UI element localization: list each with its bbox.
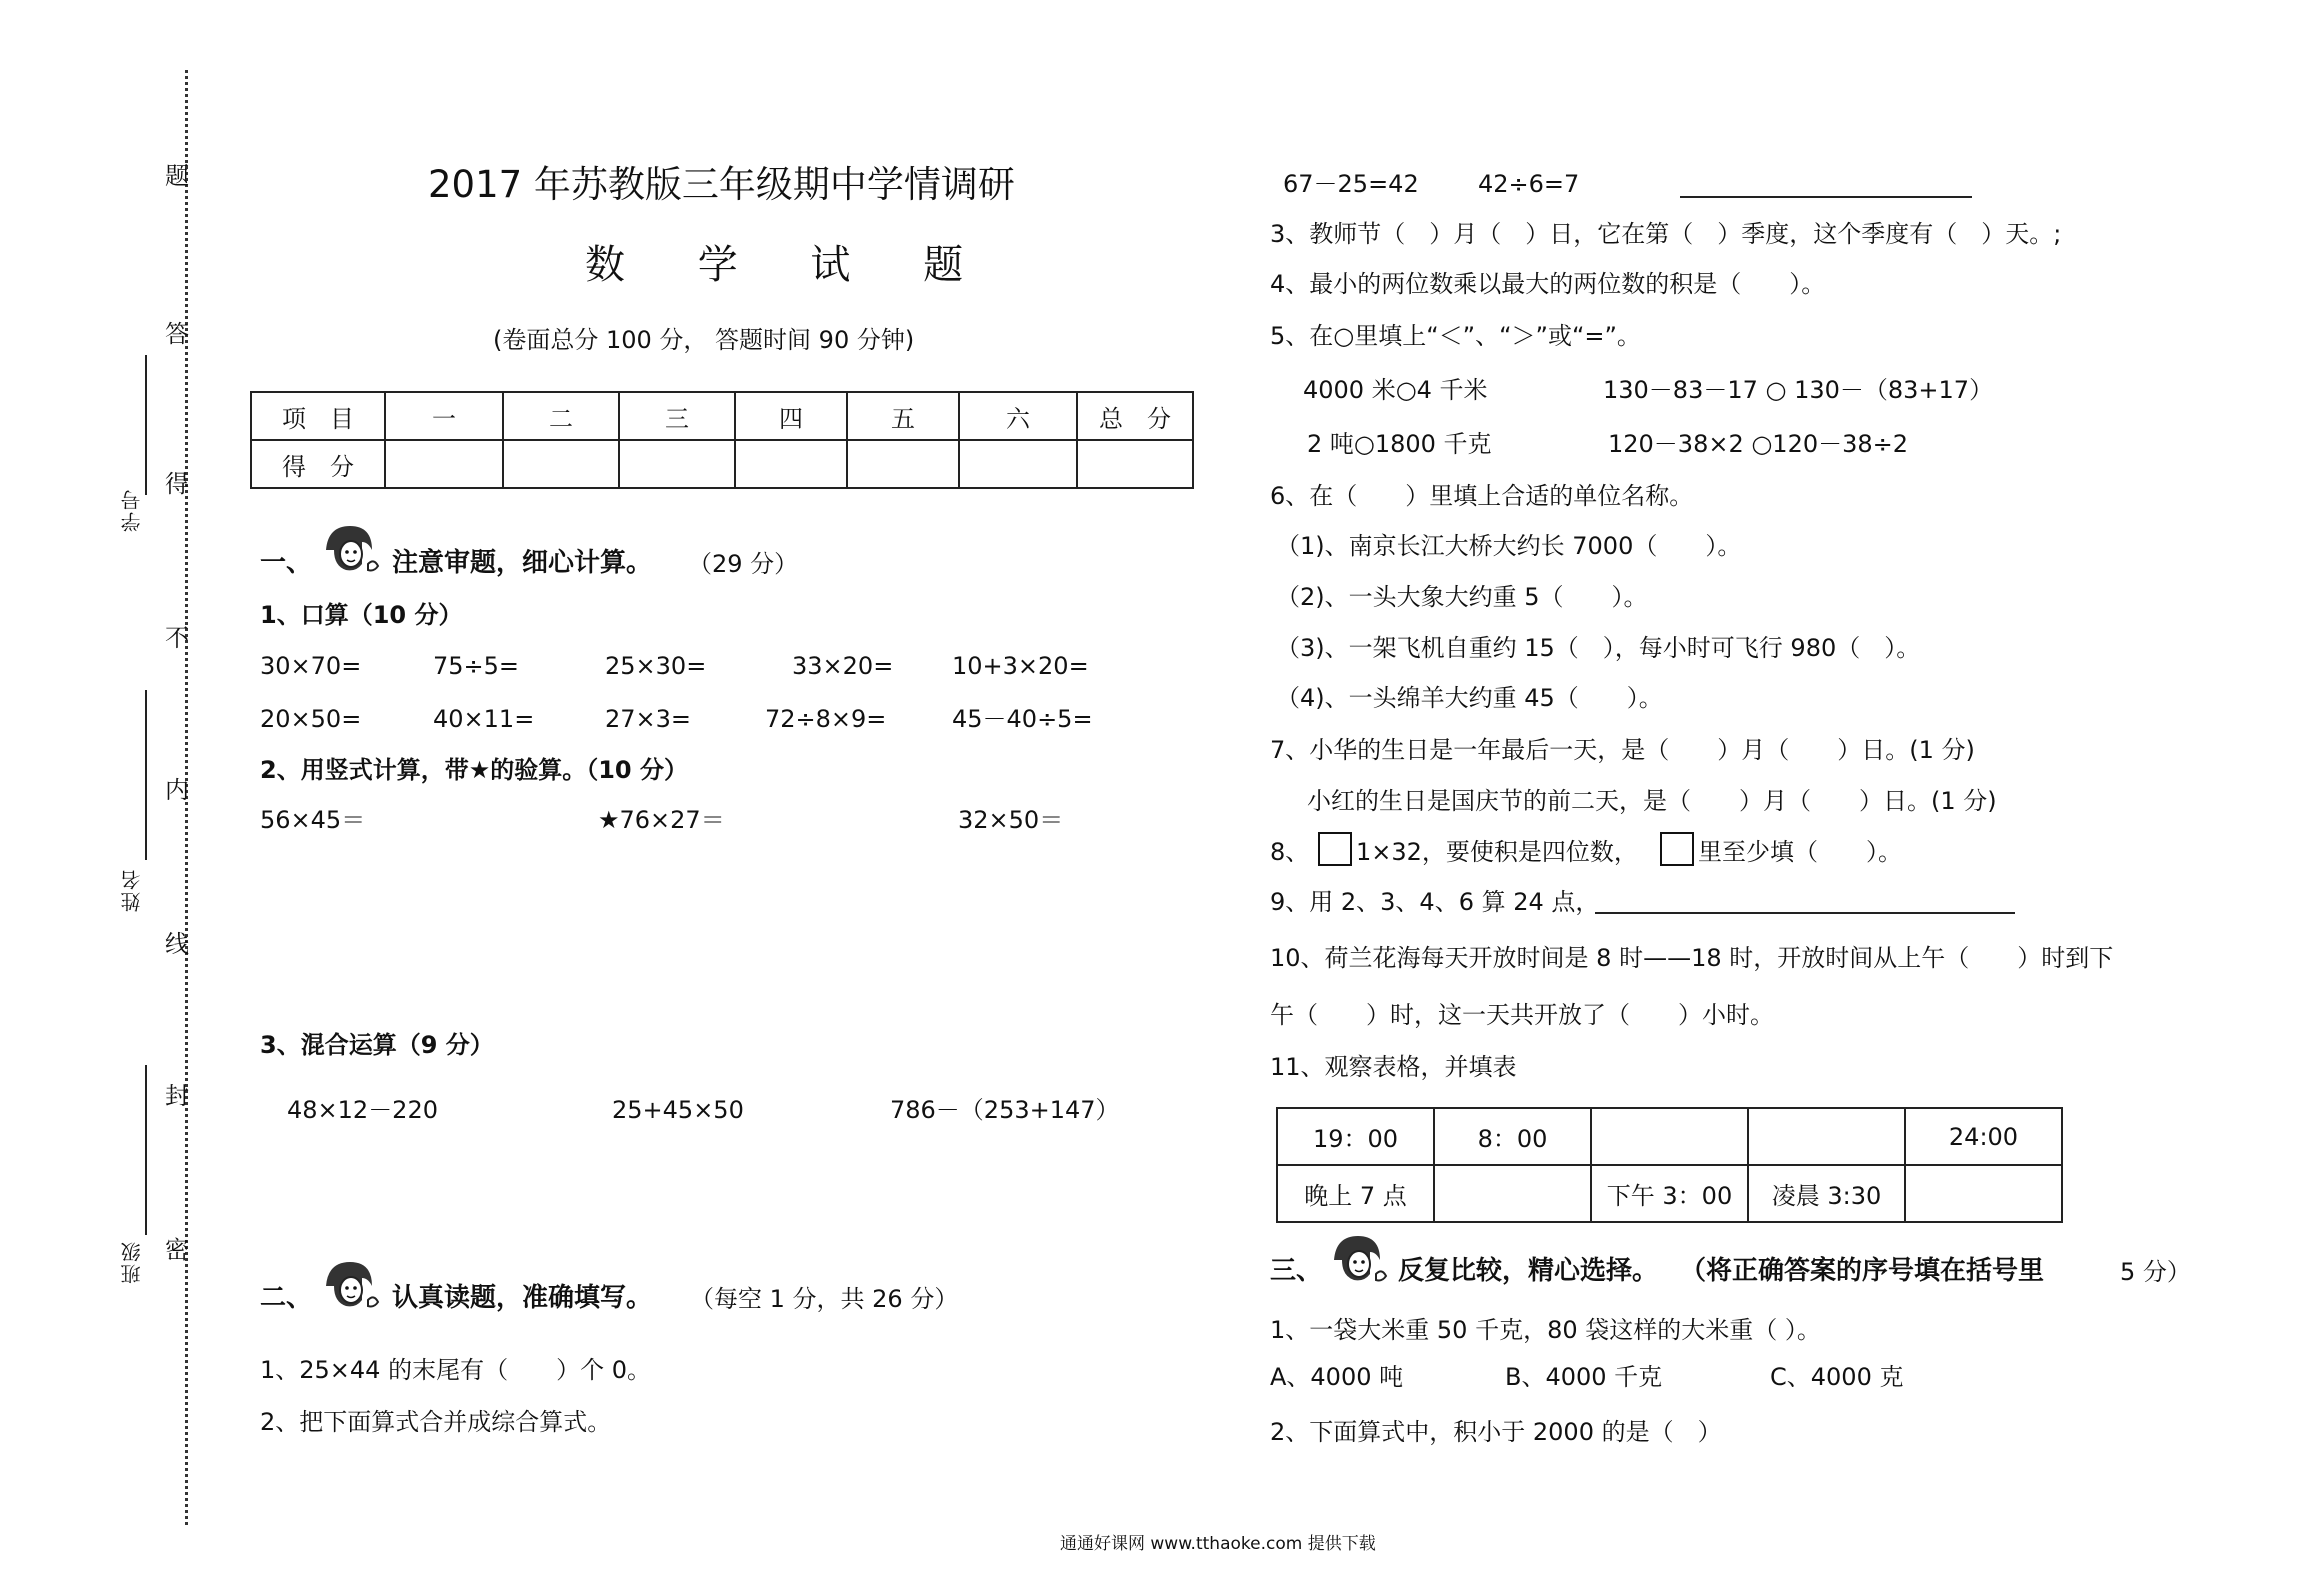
oral-problem: 40×11= — [433, 705, 535, 733]
exam-info: (卷面总分 100 分， 答题时间 90 分钟) — [493, 326, 915, 354]
part1-title: 1、口算（10 分） — [260, 601, 463, 629]
fill-question: 5、在○里填上“＜”、“＞”或“=”。 — [1270, 322, 1641, 350]
choice-option: B、4000 千克 — [1505, 1363, 1663, 1391]
score-table-header: 二 — [503, 392, 619, 440]
choice-question: 2、下面算式中，积小于 2000 的是（ ） — [1270, 1418, 1722, 1446]
binding-mark: 线 — [165, 930, 189, 958]
oral-problem: 10+3×20= — [952, 652, 1089, 680]
compare-item: 130－83－17 ○ 130－（83+17） — [1603, 376, 1994, 404]
score-cell[interactable] — [503, 440, 619, 488]
mixed-calc-problem: 48×12－220 — [287, 1096, 438, 1124]
choice-option: A、4000 吨 — [1270, 1363, 1404, 1391]
fill-question: 1×32，要使积是四位数， — [1356, 838, 1638, 866]
binding-mark: 封 — [165, 1082, 189, 1110]
class-line[interactable] — [145, 1065, 147, 1235]
mixed-calc-problem: 25+45×50 — [612, 1096, 744, 1124]
section3-number: 三、 — [1270, 1256, 1323, 1286]
section1-points: （29 分） — [688, 550, 799, 578]
time-cell: 晚上 7 点 — [1277, 1165, 1434, 1222]
score-row-label: 得 分 — [251, 440, 385, 488]
exam-title: 2017 年苏教版三年级期中学情调研 — [428, 163, 1015, 206]
score-table-header: 一 — [385, 392, 503, 440]
binding-mark: 内 — [165, 776, 189, 804]
exam-subtitle: 数 学 试 题 — [585, 242, 994, 288]
choice-option: C、4000 克 — [1770, 1363, 1904, 1391]
fill-question: 10、荷兰花海每天开放时间是 8 时——18 时，开放时间从上午（ ）时到下 — [1270, 944, 2114, 972]
fill-question-number: 8、 — [1270, 838, 1310, 866]
score-cell[interactable] — [1077, 440, 1193, 488]
section3-title: 反复比较，精心选择。 — [1398, 1256, 1659, 1286]
time-cell-blank[interactable] — [1591, 1108, 1748, 1165]
fill-question: 11、观察表格，并填表 — [1270, 1053, 1517, 1081]
fill-question: 7、小华的生日是一年最后一天，是（ ）月（ ）日。(1 分) — [1270, 736, 1975, 764]
fill-subquestion: （2)、一头大象大约重 5（ ）。 — [1276, 583, 1648, 611]
expression: 67－25=42 — [1283, 170, 1419, 198]
oral-problem: 75÷5= — [433, 652, 520, 680]
score-table-header: 三 — [619, 392, 735, 440]
compare-item: 120－38×2 ○120－38÷2 — [1608, 430, 1909, 458]
fill-question: 2、把下面算式合并成综合算式。 — [260, 1408, 612, 1436]
score-table-header: 六 — [959, 392, 1077, 440]
score-cell[interactable] — [959, 440, 1077, 488]
vertical-calc-problem: ★76×27＝ — [598, 806, 725, 834]
footer-credit: 通通好课网 www.tthaoke.com 提供下载 — [1060, 1534, 1376, 1554]
fill-question: 小红的生日是国庆节的前二天，是（ ）月（ ）日。(1 分) — [1307, 787, 1997, 815]
score-cell[interactable] — [619, 440, 735, 488]
binding-mark: 不 — [165, 624, 189, 652]
part3-title: 3、混合运算（9 分） — [260, 1031, 494, 1059]
time-cell-blank[interactable] — [1905, 1165, 2062, 1222]
oral-problem: 72÷8×9= — [765, 705, 887, 733]
vertical-calc-problem: 32×50＝ — [958, 806, 1064, 834]
score-table — [250, 391, 1194, 489]
fill-subquestion: （1)、南京长江大桥大约长 7000（ ）。 — [1276, 532, 1742, 560]
time-cell-blank[interactable] — [1434, 1165, 1591, 1222]
name-label: 姓名 — [120, 868, 144, 912]
student-reading-icon — [318, 520, 380, 576]
score-cell[interactable] — [847, 440, 959, 488]
oral-problem: 25×30= — [605, 652, 707, 680]
oral-problem: 30×70= — [260, 652, 362, 680]
fill-question: 3、教师节（ ）月（ ）日，它在第（ ）季度，这个季度有（ ）天。; — [1270, 220, 2062, 248]
section2-points: （每空 1 分，共 26 分） — [690, 1285, 959, 1313]
fill-question: 1、25×44 的末尾有（ ）个 0。 — [260, 1356, 651, 1384]
oral-problem: 33×20= — [792, 652, 894, 680]
name-line[interactable] — [145, 690, 147, 860]
digit-box[interactable] — [1318, 832, 1352, 866]
time-cell: 凌晨 3:30 — [1748, 1165, 1905, 1222]
fill-question: 午（ ）时，这一天共开放了（ ）小时。 — [1270, 1001, 1774, 1029]
section3-points-tail: 5 分） — [2120, 1258, 2191, 1286]
fill-question: 6、在（ ）里填上合适的单位名称。 — [1270, 482, 1694, 510]
compare-item: 2 吨○1800 千克 — [1307, 430, 1492, 458]
time-cell-blank[interactable] — [1748, 1108, 1905, 1165]
score-cell[interactable] — [385, 440, 503, 488]
score-table-header: 五 — [847, 392, 959, 440]
score-cell[interactable] — [735, 440, 847, 488]
score-table-header: 总 分 — [1077, 392, 1193, 440]
time-cell: 8：00 — [1434, 1108, 1591, 1165]
digit-box[interactable] — [1660, 832, 1694, 866]
section1-number: 一、 — [260, 548, 313, 578]
mixed-calc-problem: 786－（253+147） — [890, 1096, 1120, 1124]
oral-problem: 27×3= — [605, 705, 692, 733]
section2-title: 认真读题，准确填写。 — [392, 1283, 653, 1313]
answer-line[interactable] — [1680, 196, 1972, 198]
fill-subquestion: （3)、一架飞机自重约 15（ ），每小时可飞行 980（ ）。 — [1276, 634, 1921, 662]
fill-question: 4、最小的两位数乘以最大的两位数的积是（ ）。 — [1270, 270, 1826, 298]
binding-mark: 得 — [165, 470, 189, 498]
compare-item: 4000 米○4 千米 — [1303, 376, 1488, 404]
section1-title: 注意审题，细心计算。 — [392, 548, 653, 578]
oral-problem: 20×50= — [260, 705, 362, 733]
fill-question: 9、用 2、3、4、6 算 24 点， — [1270, 888, 1600, 916]
expression: 42÷6=7 — [1478, 170, 1580, 198]
class-label: 班级 — [120, 1240, 144, 1284]
time-cell: 19：00 — [1277, 1108, 1434, 1165]
score-table-header: 项 目 — [251, 392, 385, 440]
student-reading-icon — [318, 1256, 380, 1312]
student-reading-icon — [1326, 1230, 1388, 1286]
fill-question: 里至少填（ ）。 — [1698, 838, 1902, 866]
binding-mark: 答 — [165, 320, 189, 348]
section2-number: 二、 — [260, 1283, 313, 1313]
oral-problem: 45－40÷5= — [952, 705, 1093, 733]
time-cell: 下午 3：00 — [1591, 1165, 1748, 1222]
binding-mark: 题 — [165, 162, 189, 190]
vertical-calc-problem: 56×45＝ — [260, 806, 366, 834]
time-cell: 24:00 — [1905, 1108, 2062, 1165]
section3-points: （将正确答案的序号填在括号里 — [1680, 1256, 2045, 1286]
time-table — [1276, 1107, 2063, 1223]
student-id-line[interactable] — [145, 355, 147, 495]
score-table-header: 四 — [735, 392, 847, 440]
part2-title: 2、用竖式计算，带★的验算。（10 分） — [260, 756, 688, 784]
fill-subquestion: （4)、一头绵羊大约重 45（ ）。 — [1276, 684, 1663, 712]
answer-line[interactable] — [1595, 912, 2015, 914]
binding-mark: 密 — [165, 1236, 189, 1264]
choice-question: 1、一袋大米重 50 千克，80 袋这样的大米重（ ）。 — [1270, 1316, 1821, 1344]
student-id-label: 学号 — [120, 488, 144, 532]
